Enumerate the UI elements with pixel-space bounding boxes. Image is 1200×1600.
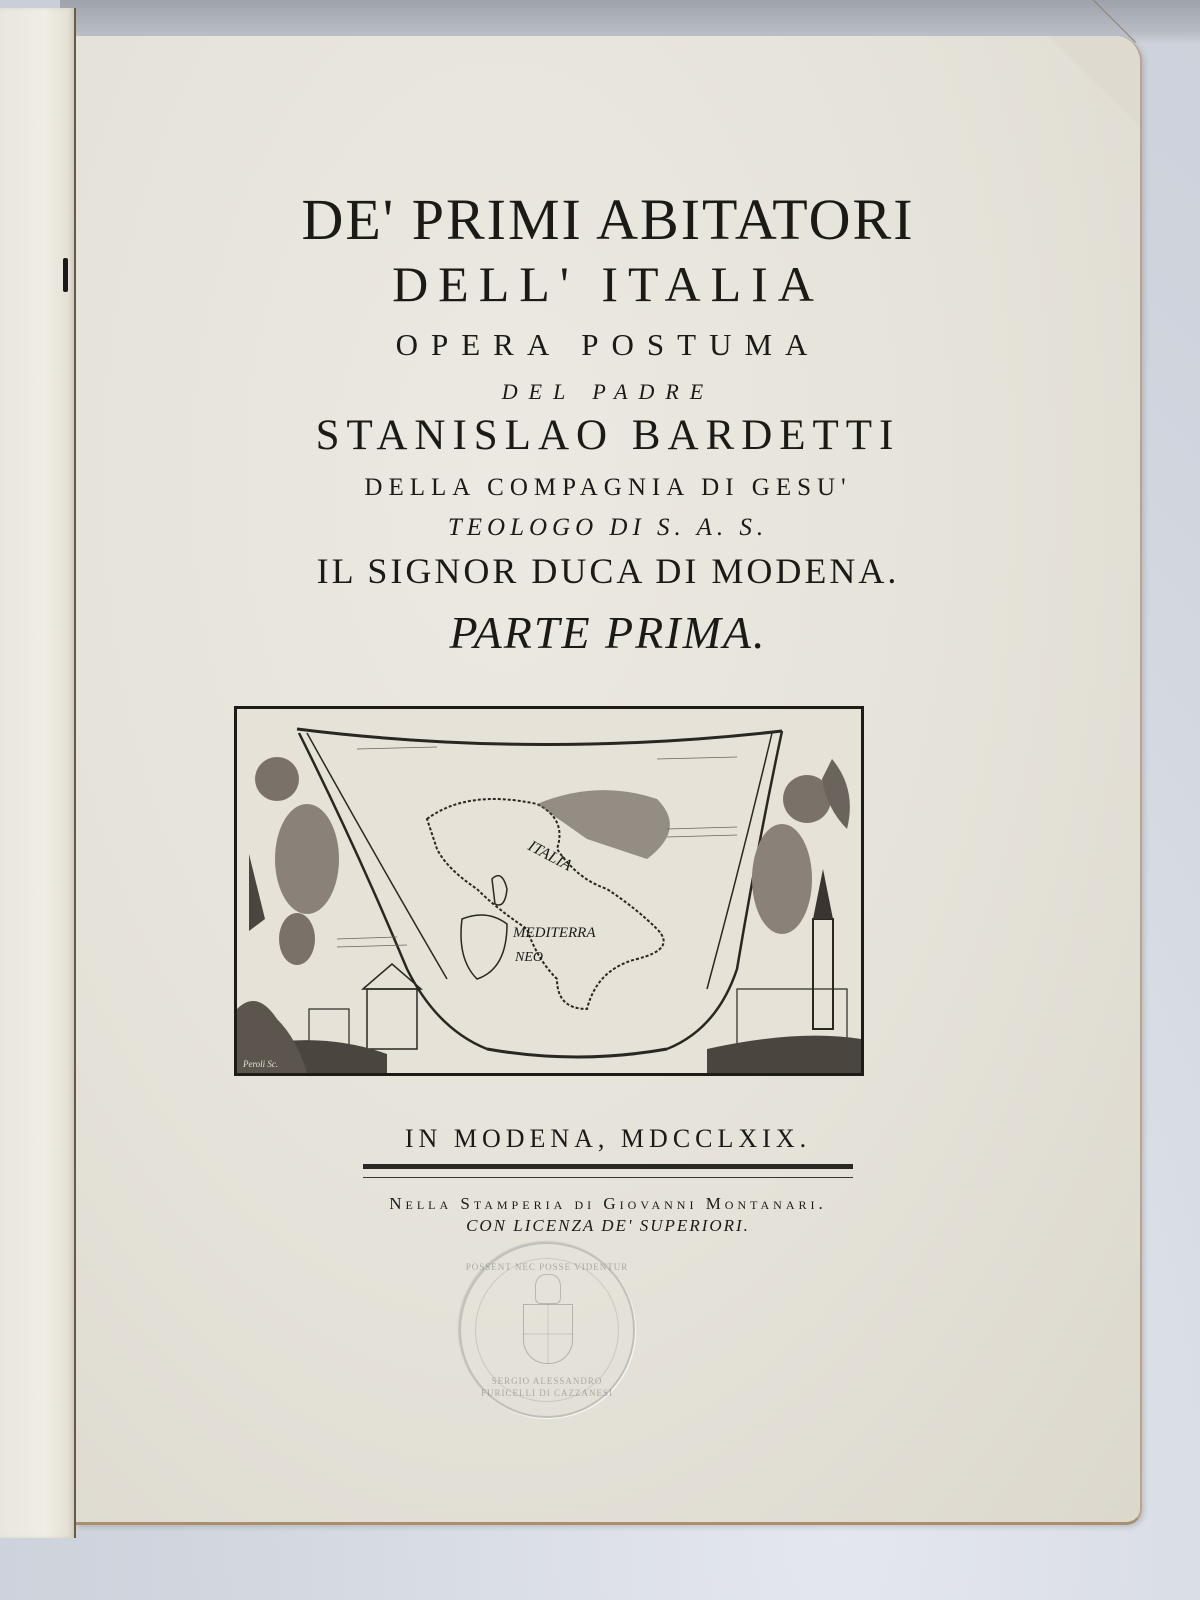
imprint-block [76, 1124, 1140, 1236]
svg-text:MEDITERRA: MEDITERRA [513, 925, 596, 941]
imprint-licence: CON LICENZA DE' SUPERIORI. [466, 1216, 750, 1235]
author-name: STANISLAO BARDETTI [315, 412, 901, 459]
imprint-printer: Nella Stamperia di Giovanni Montanari. [389, 1194, 827, 1213]
eagle-crest-icon [535, 1274, 561, 1304]
imprint-place-date: IN MODENA, MDCCLXIX. [404, 1124, 812, 1153]
stamp-owner-line-1: SERGIO ALESSANDRO [491, 1376, 603, 1386]
stamp-owner-line-2: FURICELLI DI CAZZANESI [481, 1388, 613, 1398]
engraving-illustration [237, 709, 861, 1073]
svg-text:ITALIA: ITALIA [525, 837, 575, 875]
title-line-2: DELL' ITALIA [392, 256, 824, 312]
engraving-map-italy [234, 706, 864, 1076]
title-page [76, 36, 1142, 1525]
svg-text:Peroli Sc.: Peroli Sc. [243, 1059, 279, 1069]
embossed-ownership-stamp [459, 1242, 635, 1418]
binding-mark [63, 258, 68, 292]
facing-page-edge [0, 8, 76, 1538]
imprint-rule [363, 1164, 853, 1178]
stamp-motto: POSSENT NEC POSSE VIDENTUR [465, 1262, 629, 1272]
title-block [76, 186, 1140, 659]
author-order: DELLA COMPAGNIA DI GESU' [364, 474, 852, 501]
folded-corner [1050, 36, 1140, 126]
author-prefix: DEL PADRE [501, 379, 715, 404]
author-role: TEOLOGO DI S. A. S. [447, 514, 769, 541]
subtitle-opera: OPERA POSTUMA [395, 327, 821, 362]
coat-of-arms-icon [523, 1304, 573, 1364]
title-line-1: DE' PRIMI ABITATORI [301, 187, 915, 252]
author-patron: IL SIGNOR DUCA DI MODENA. [316, 551, 900, 591]
svg-text:NEO: NEO [515, 950, 543, 965]
volume-part: PARTE PRIMA. [449, 607, 767, 658]
